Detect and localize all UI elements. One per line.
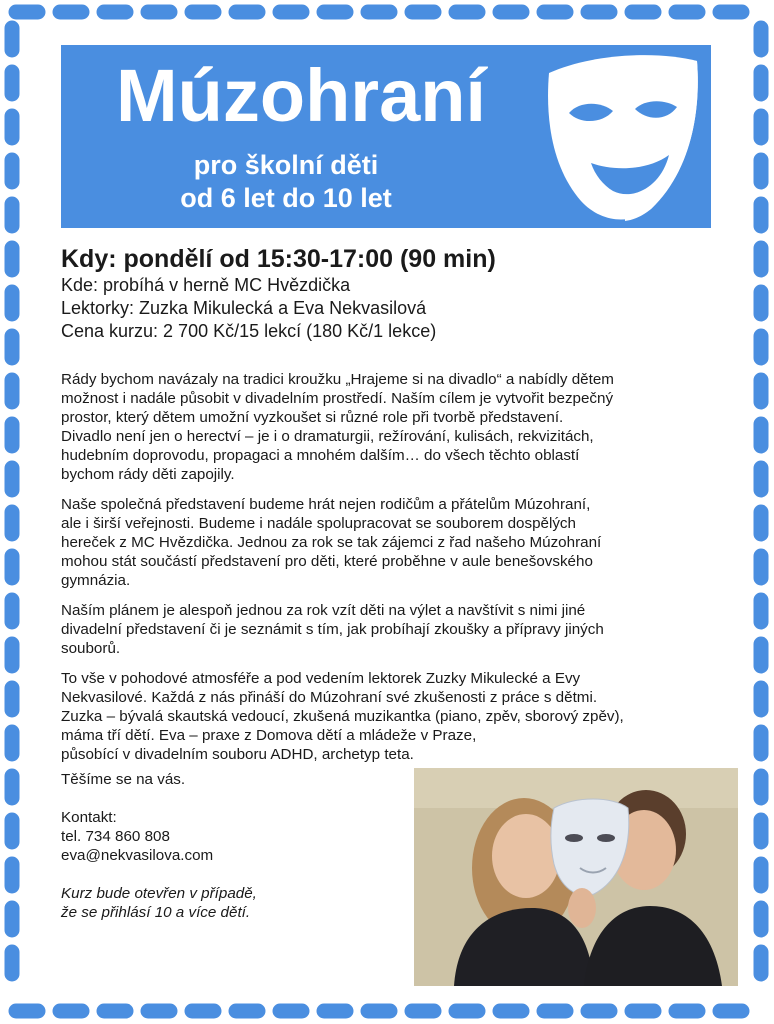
text-line: Naším plánem je alespoň jednou za rok vzít děti na výlet a navštívit s nimi jiné — [61, 602, 586, 619]
text-line: Naše společná představení budeme hrát nejen rodičům a přátelům Múzohraní, — [61, 496, 591, 513]
text-line: možnost i nadále působit v divadelním prostředí. Naším cílem je vytvořit bezpečný — [61, 390, 614, 407]
banner-subtitle — [121, 149, 451, 215]
course-info — [61, 244, 741, 343]
lecturers-photo — [414, 768, 738, 986]
enrollment-note-line2: že se přihlásí 10 a více dětí. — [61, 904, 251, 921]
course-lecturers: Lektorky: Zuzka Mikulecká a Eva Nekvasilová — [61, 298, 427, 318]
paragraph — [61, 370, 731, 484]
greeting: Těšíme se na vás. — [61, 771, 186, 788]
text-line: mohou stát součástí představení pro děti, které proběhne v aule benešovského — [61, 553, 593, 570]
banner-subtitle-line2: od 6 let do 10 let — [180, 183, 392, 213]
paragraph — [61, 495, 731, 590]
text-line: Rády bychom navázaly na tradici kroužku „Hrajeme si na divadlo“ a nabídly dětem — [61, 371, 614, 388]
text-line: Nekvasilové. Každá z nás přináší do Múzohraní své zkušenosti z práce s dětmi. — [61, 689, 598, 706]
title-banner — [61, 45, 711, 228]
course-time: Kdy: pondělí od 15:30-17:00 (90 min) — [61, 245, 496, 273]
text-line: Divadlo není jen o herectví – je i o dramaturgii, režírování, kulisách, rekvizitách, — [61, 428, 594, 445]
text-line: gymnázia. — [61, 572, 131, 589]
contact-label: Kontakt: — [61, 809, 117, 826]
text-line: hudebním doprovodu, propagaci a mnohém dalším… do všech těchto oblastí — [61, 447, 580, 464]
text-line: souborů. — [61, 640, 121, 657]
text-line: prostor, který dětem umožní vyzkoušet si různé role při tvorbě představení. — [61, 409, 564, 426]
photo-illustration — [414, 768, 738, 986]
banner-subtitle-line1: pro školní děti — [193, 150, 379, 180]
description — [61, 370, 731, 775]
banner-title: Múzohraní — [116, 54, 486, 137]
text-line: bychom rády děti zapojily. — [61, 466, 235, 483]
text-line: ale i širší veřejnosti. Budeme i nadále spolupracovat se souborem dospělých — [61, 515, 576, 532]
text-line: To vše v pohodové atmosféře a pod vedením lektorek Zuzky Mikulecké a Evy — [61, 670, 581, 687]
course-price: Cena kurzu: 2 700 Kč/15 lekcí (180 Kč/1 lekce) — [61, 321, 437, 341]
text-line: Zuzka – bývalá skautská vedoucí, zkušená muzikantka (piano, zpěv, sborový zpěv), — [61, 708, 624, 725]
text-line: hereček z MC Hvězdička. Jednou za rok se tak zájemci z řad našeho Múzohraní — [61, 534, 602, 551]
text-line: máma tří dětí. Eva – praxe z Domova dětí a mládeže v Praze, — [61, 727, 477, 744]
paragraph — [61, 669, 731, 764]
theatre-mask-icon — [539, 51, 704, 223]
paragraph — [61, 601, 731, 658]
contact-phone[interactable]: tel. 734 860 808 — [61, 828, 170, 845]
text-line: působící v divadelním souboru ADHD, archetyp teta. — [61, 746, 414, 763]
text-line: divadelní představení či je seznámit s tím, jak probíhají zkoušky a přípravy jiných — [61, 621, 604, 638]
course-location: Kde: probíhá v herně MC Hvězdička — [61, 275, 351, 295]
enrollment-note-line1: Kurz bude otevřen v případě, — [61, 885, 257, 902]
contact-email[interactable]: eva@nekvasilova.com — [61, 847, 214, 864]
contact-block — [61, 770, 401, 922]
